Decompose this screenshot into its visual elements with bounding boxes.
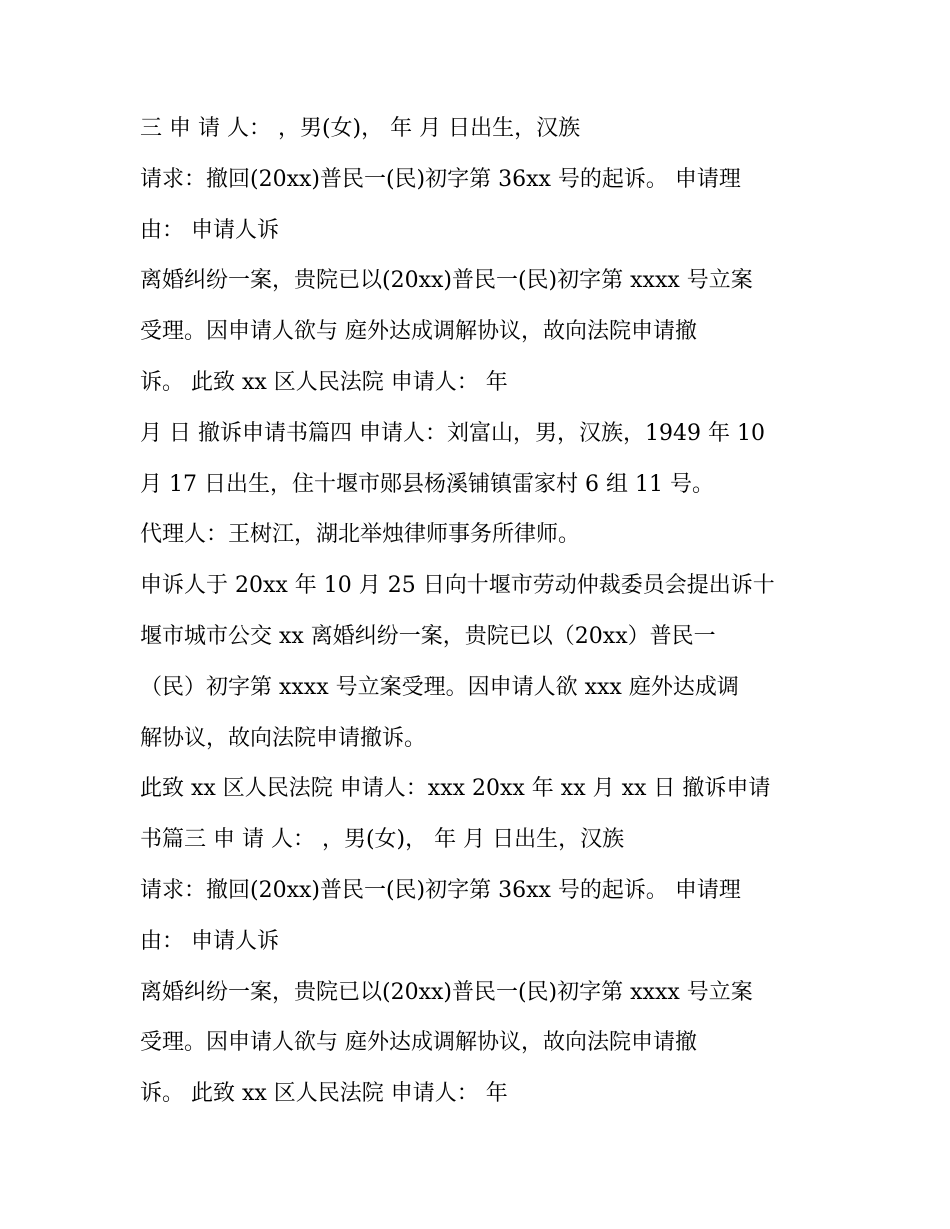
- text-line-9: 代理人：王树江，湖北举烛律师事务所律师。: [140, 522, 581, 548]
- text-line-15: 书篇三 申 请 人： ，男(女)， 年 月 日出生，汉族: [140, 827, 625, 853]
- text-line-17: 由： 申请人诉: [140, 928, 279, 954]
- text-line-13: 解协议，故向法院申请撤诉。: [140, 725, 427, 751]
- text-line-20: 诉。 此致 xx 区人民法院 申请人： 年: [140, 1081, 508, 1107]
- text-line-12: （民）初字第 xxxx 号立案受理。因申请人欲 xxx 庭外达成调: [140, 674, 739, 700]
- text-line-18: 离婚纠纷一案，贵院已以(20xx)普民一(民)初字第 xxxx 号立案: [140, 979, 753, 1005]
- text-line-16: 请求：撤回(20xx)普民一(民)初字第 36xx 号的起诉。 申请理: [140, 877, 741, 903]
- document-body: [140, 106, 840, 1122]
- text-line-1: 三 申 请 人： ，男(女)， 年 月 日出生，汉族: [140, 116, 581, 141]
- text-line-8: 月 17 日出生，住十堰市郧县杨溪铺镇雷家村 6 组 11 号。: [140, 471, 714, 497]
- text-line-14: 此致 xx 区人民法院 申请人：xxx 20xx 年 xx 月 xx 日 撤诉申请: [140, 776, 771, 802]
- text-line-3: 由： 申请人诉: [140, 217, 279, 243]
- text-line-7: 月 日 撤诉申请书篇四 申请人：刘富山，男，汉族，1949 年 10: [140, 420, 765, 446]
- text-line-10: 申诉人于 20xx 年 10 月 25 日向十堰市劳动仲裁委员会提出诉十: [140, 573, 775, 599]
- text-line-19: 受理。因申请人欲与 庭外达成调解协议，故向法院申请撤: [140, 1030, 697, 1056]
- text-line-4: 离婚纠纷一案，贵院已以(20xx)普民一(民)初字第 xxxx 号立案: [140, 268, 753, 294]
- text-line-11: 堰市城市公交 xx 离婚纠纷一案，贵院已以（20xx）普民一: [140, 623, 716, 649]
- text-line-6: 诉。 此致 xx 区人民法院 申请人： 年: [140, 369, 508, 395]
- text-line-5: 受理。因申请人欲与 庭外达成调解协议，故向法院申请撤: [140, 319, 697, 345]
- text-line-2: 请求：撤回(20xx)普民一(民)初字第 36xx 号的起诉。 申请理: [140, 166, 741, 192]
